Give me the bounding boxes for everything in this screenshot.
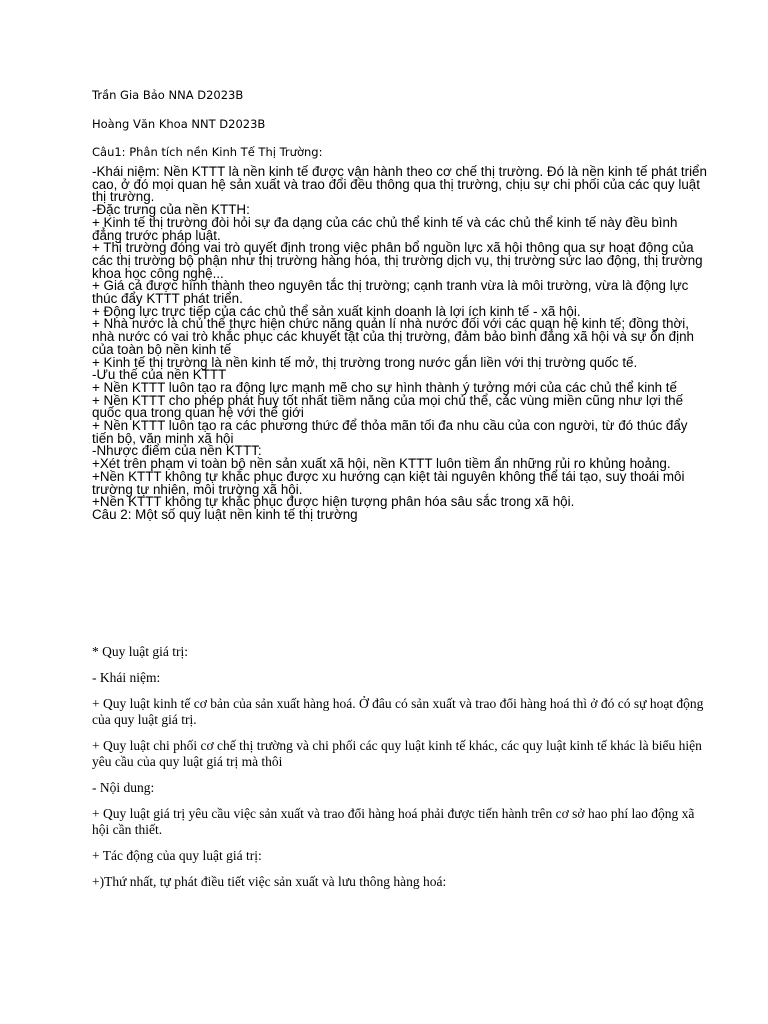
paragraph: - Nội dung:	[92, 780, 155, 795]
paragraph-line: +Xét trên phạm vi toàn bộ nền sản xuất xã hội, nền KTTT luôn tiềm ẩn những rủi ro khủng hoảng.	[92, 456, 671, 472]
paragraph: +)Thứ nhất, tự phát điều tiết việc sản xuất và lưu thông hàng hoá:	[92, 874, 447, 889]
paragraph-line: + Nhà nước là chủ thể thực hiện chức năng quản lí nhà nước đối với các quan hệ kinh tế; đồng thời, nhà nước có vai trò khắc phục các khuyết tật của thị trường, đảm bảo bình đẳng xã hội và sự ổn định của toàn bộ nền kinh tế	[92, 316, 695, 357]
paragraph: + Quy luật chi phối cơ chế thị trường và chi phối các quy luật kinh tế khác, các quy luật kinh tế khác là biểu hiện yêu cầu của quy luật giá trị mà thôi	[92, 738, 702, 769]
paragraph-line: -Ưu thế của nền KTTT	[92, 367, 227, 383]
paragraph-line: + Nền KTTT luôn tạo ra động lực mạnh mẽ cho sự hình thành ý tưởng mới của các chủ thể kinh tế	[92, 379, 677, 395]
section-1-body	[92, 166, 707, 522]
question-2-heading: Câu 2: Một số quy luật nền kinh tế thị trường	[92, 506, 358, 522]
paragraph: * Quy luật giá trị:	[92, 644, 188, 659]
paragraph-line: + Kinh tế thị trường là nền kinh tế mở, thị trường trong nước gắn liền với thị trường quốc tế.	[92, 354, 638, 370]
paragraph-line: -Đặc trưng của nền KTTH:	[92, 202, 250, 218]
paragraph: + Quy luật giá trị yêu cầu việc sản xuất và trao đổi hàng hoá phải được tiến hành trên cơ sở hao phí lao động xã hội cần thiết.	[92, 806, 695, 837]
paragraph-line: + Nền KTTT luôn tạo ra các phương thức để thỏa mãn tối đa nhu cầu của con người, từ đó thúc đẩy tiến bộ, văn minh xã hội	[92, 418, 688, 446]
author-line-2: Hoàng Văn Khoa NNT D2023B	[92, 117, 266, 131]
paragraph: - Khái niệm:	[92, 670, 161, 685]
paragraph-line: + Động lực trực tiếp của các chủ thể sản xuất kinh doanh là lợi ích kinh tế - xã hội.	[92, 303, 581, 319]
paragraph-line: +Nền KTTT không tự khắc phục được xu hướng cạn kiệt tài nguyên không thể tái tạo, suy thoái môi trường tự nhiên, môi trường xã hội.	[92, 468, 685, 497]
paragraph-line: +Nền KTTT không tự khắc phục được hiện tượng phân hóa sâu sắc trong xã hội.	[92, 494, 575, 510]
paragraph-line: -Nhược điểm của nền KTTT:	[92, 443, 262, 459]
paragraph-line: + Nền KTTT cho phép phát huy tốt nhất tiềm năng của mọi chủ thể, các vùng miền cũng như lợi thế quốc qua trong quan hệ với thế giới	[92, 392, 684, 421]
paragraph: + Tác động của quy luật giá trị:	[92, 848, 262, 863]
paragraph: + Quy luật kinh tế cơ bản của sản xuất hàng hoá. Ở đâu có sản xuất và trao đổi hàng hoá thì ở đó có sự hoạt động của quy luật giá trị.	[92, 696, 704, 727]
paragraph-line: + Giá cả được hình thành theo nguyên tắc thị trường; cạnh tranh vừa là môi trường, vừa là động lực thúc đẩy KTTT phát triển.	[92, 278, 689, 307]
paragraph-line: + Kinh tế thị trường đòi hỏi sự đa dạng của các chủ thể kinh tế và các chủ thể kinh tế này đều bình đẳng trước pháp luật.	[92, 214, 678, 243]
section-2-body	[92, 644, 707, 900]
paragraph-line: + Thị trường đóng vai trò quyết định trong việc phân bổ nguồn lực xã hội thông qua sự hoạt động của các thị trường bộ phận như thị trường hàng hóa, thị trường dịch vụ, thị trường sức lao động, thị trường khoa học công nghệ...	[92, 240, 703, 281]
author-line-1: Trần Gia Bảo NNA D2023B	[92, 88, 244, 102]
question-1-heading: Câu1: Phân tích nền Kinh Tế Thị Trường:	[92, 145, 323, 159]
paragraph-line: -Khái niệm: Nền KTTT là nền kinh tế được vận hành theo cơ chế thị trường. Đó là nền kinh tế phát triển cao, ở đó mọi quan hệ sản xuất và trao đổi đều thông qua thị trường, chịu sự chi phối của các quy luật thị trường.	[92, 164, 707, 205]
